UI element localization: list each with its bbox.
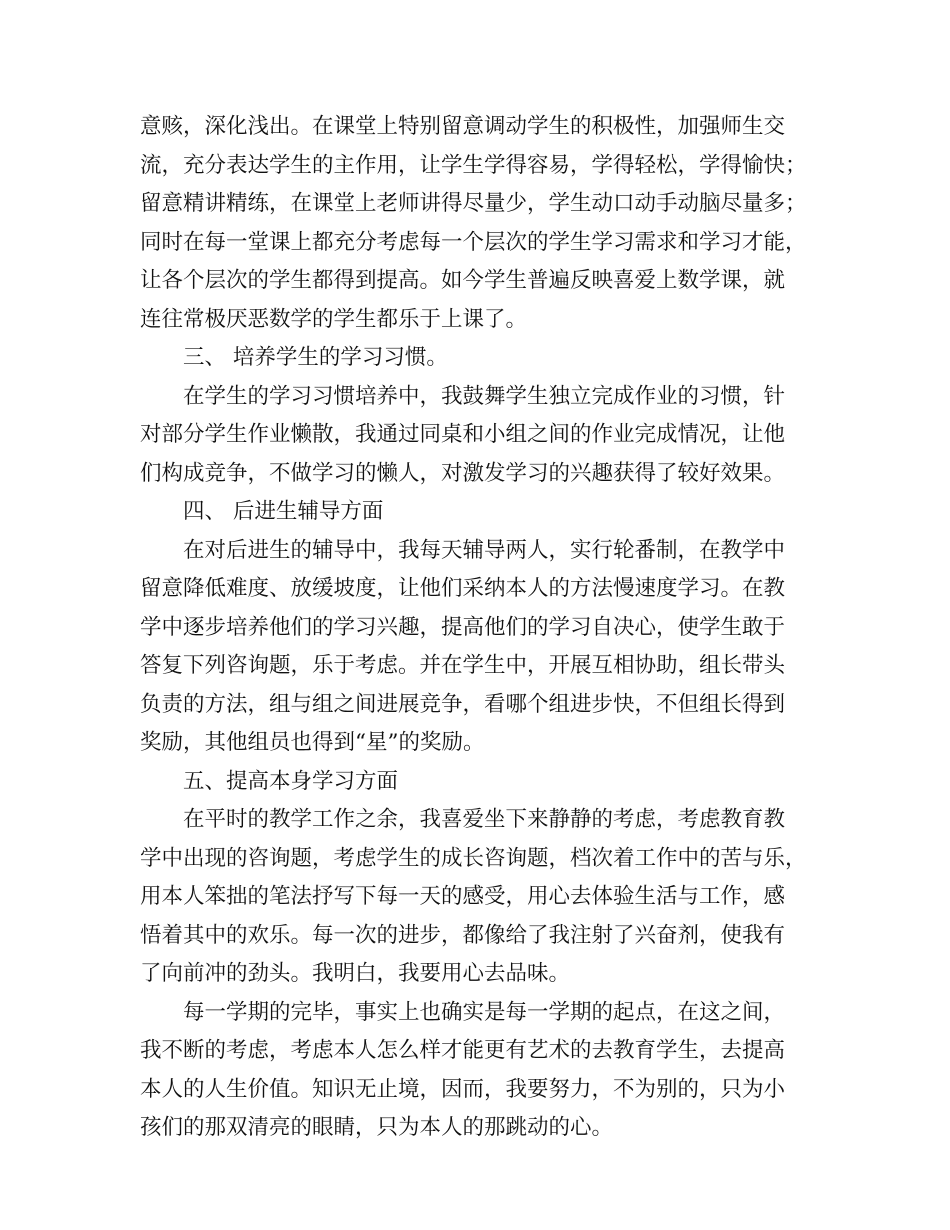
text-line: 每一学期的完毕，事实上也确实是每一学期的起点，在这之间， <box>183 999 786 1025</box>
text-line: 四、 后进生辅导方面 <box>183 499 384 524</box>
text-line: 连往常极厌恶数学的学生都乐于上课了。 <box>140 306 528 332</box>
text-line: 留意降低难度、放缓坡度，让他们采纳本人的方法慢速度学习。在教 <box>140 576 786 601</box>
text-line: 负责的方法，组与组之间进展竞争，看哪个组进步快，不但组长得到 <box>140 691 786 717</box>
text-line: 在学生的学习习惯培养中，我鼓舞学生独立完成作业的习惯，针 <box>183 383 786 409</box>
text-line: 奖励，其他组员也得到“星”的奖励。 <box>140 730 485 755</box>
text-line: 对部分学生作业懒散，我通过同桌和小组之间的作业完成情况，让他 <box>140 422 786 447</box>
text-line: 意赅，深化浅出。在课堂上特别留意调动学生的积极性，加强师生交 <box>140 114 786 139</box>
text-line: 流，充分表达学生的主作用，让学生学得容易，学得轻松，学得愉快； <box>140 152 807 178</box>
text-line: 在平时的教学工作之余，我喜爱坐下来静静的考虑，考虑教育教 <box>183 807 786 832</box>
text-line: 用本人笨拙的笔法抒写下每一天的感受，用心去体验生活与工作，感 <box>140 884 786 909</box>
text-line: 们构成竞争，不做学习的懒人，对激发学习的兴趣获得了较好效果。 <box>140 460 786 486</box>
text-line: 让各个层次的学生都得到提高。如今学生普遍反映喜爱上数学课，就 <box>140 268 786 293</box>
text-line: 学中逐步培养他们的学习兴趣，提高他们的学习自决心，使学生敢于 <box>140 614 786 640</box>
text-line: 孩们的那双清亮的眼睛，只为本人的那跳动的心。 <box>140 1115 614 1140</box>
text-line: 答复下列咨询题，乐于考虑。并在学生中，开展互相协助，组长带头 <box>140 653 786 678</box>
text-line: 悟着其中的欢乐。每一次的进步，都像给了我注射了兴奋剂，使我有 <box>140 922 786 948</box>
text-line: 本人的人生价值。知识无止境，因而，我要努力，不为别的，只为小 <box>140 1076 786 1102</box>
text-line: 我不断的考虑，考虑本人怎么样才能更有艺术的去教育学生，去提高 <box>140 1038 786 1063</box>
text-line: 了向前冲的劲头。我明白，我要用心去品味。 <box>140 961 571 986</box>
text-line: 在对后进生的辅导中，我每天辅导两人，实行轮番制，在教学中 <box>183 537 786 563</box>
text-line: 同时在每一堂课上都充分考虑每一个层次的学生学习需求和学习才能， <box>140 229 807 255</box>
text-line: 三、 培养学生的学习习惯。 <box>183 345 448 370</box>
text-line: 五、提高本身学习方面 <box>183 768 399 794</box>
text-line: 留意精讲精练，在课堂上老师讲得尽量少，学生动口动手动脑尽量多； <box>140 191 807 216</box>
document-body <box>140 108 820 1148</box>
text-line: 学中出现的咨询题，考虑学生的成长咨询题，档次着工作中的苦与乐， <box>140 845 807 871</box>
